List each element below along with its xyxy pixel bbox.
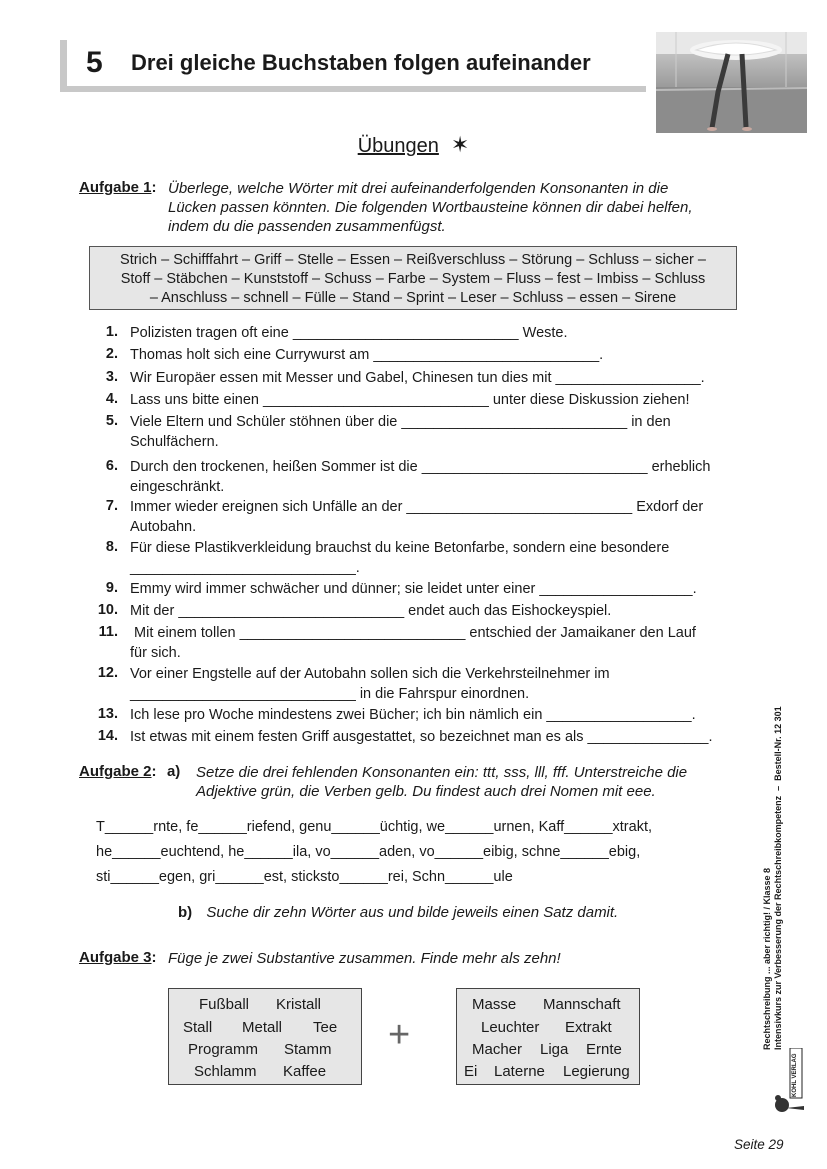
word: Extrakt <box>565 1019 612 1036</box>
sentence-number: 12. <box>97 665 118 681</box>
side-line-1 <box>762 650 773 1050</box>
task2-part-b: b) <box>178 904 193 921</box>
word: Liga <box>540 1041 569 1058</box>
sentence-line: Wir Europäer essen mit Messer und Gabel, Chinesen tun dies mit __________________. <box>130 370 705 386</box>
task2-instructions <box>196 763 756 801</box>
word: Legierung <box>563 1063 630 1080</box>
sentence-line: Polizisten tragen oft eine ____________________________ Weste. <box>130 325 568 341</box>
sentence-number: 14. <box>97 728 118 744</box>
word: Stamm <box>284 1041 332 1058</box>
sentence-number: 1. <box>105 324 118 340</box>
header-accent-left <box>60 40 67 92</box>
side-line-2 <box>773 650 784 1050</box>
sentence-line: Für diese Plastikverkleidung brauchst du keine Betonfarbe, sondern eine besondere <box>130 540 670 556</box>
sentence-line: Schulfächern. <box>130 434 219 450</box>
task2-line: Setze die drei fehlenden Konsonanten ein: ttt, sss, lll, fff. Unterstreiche die <box>196 764 688 781</box>
sentence-line: Autobahn. <box>130 519 197 535</box>
task1-line: Überlege, welche Wörter mit drei aufeinanderfolgenden Konsonanten in die <box>168 180 669 197</box>
exercises-heading <box>0 132 827 158</box>
gap-row: he______euchtend, he______ila, vo______aden, vo______eibig, schne______ebig, <box>96 844 641 860</box>
task2-label: Aufgabe 2 <box>79 763 152 780</box>
sentence-number: 5. <box>105 413 118 429</box>
sentence-line: Mit der ____________________________ endet auch das Eishockeyspiel. <box>130 603 612 619</box>
sentence-line: Viele Eltern und Schüler stöhnen über die ____________________________ in den <box>130 414 671 430</box>
sentence-number: 10. <box>97 602 118 618</box>
word: Macher <box>472 1041 523 1058</box>
page-number: Seite 29 <box>734 1137 784 1152</box>
left-word-box <box>168 988 362 1085</box>
sentence-line: eingeschränkt. <box>130 479 225 495</box>
sentence-line: Immer wieder ereignen sich Unfälle an der ____________________________ Exdorf der <box>130 499 704 515</box>
series-title: Rechtschreibung ... aber richtig! / Klasse 8 <box>762 867 772 1050</box>
task2-part-a: a) <box>166 763 181 780</box>
ballet-photo <box>656 32 807 133</box>
chapter-number: 5 <box>86 46 103 79</box>
sentence-number: 4. <box>105 391 118 407</box>
sentence-number: 2. <box>105 346 118 362</box>
task2-line: Adjektive grün, die Verben gelb. Du findest auch drei Nomen mit eee. <box>196 783 656 800</box>
sentence-number: 6. <box>105 458 118 474</box>
sentence-line: Ist etwas mit einem festen Griff ausgestattet, so bezeichnet man es als _______________. <box>130 729 713 745</box>
side-publication-info <box>762 650 810 1050</box>
publisher-logo <box>774 1048 806 1116</box>
sentence-line: Vor einer Engstelle auf der Autobahn sollen sich die Verkehrsteilnehmer im <box>130 666 610 682</box>
task3-instructions: Füge je zwei Substantive zusammen. Finde mehr als zehn! <box>168 950 561 967</box>
sentence-number: 9. <box>105 580 118 596</box>
word: Mannschaft <box>543 996 621 1013</box>
word: Schlamm <box>194 1063 257 1080</box>
task1-line: Lücken passen könnten. Die folgenden Wortbausteine können dir dabei helfen, <box>168 199 693 216</box>
word: Programm <box>188 1041 259 1058</box>
task2-b-text: Suche dir zehn Wörter aus und bilde jeweils einen Satz damit. <box>206 904 619 921</box>
order-number: Bestell-Nr. 12 301 <box>773 706 783 781</box>
sentence-number: 7. <box>105 498 118 514</box>
task1-instructions <box>168 179 748 236</box>
word-parts-line: Stoff – Stäbchen – Kunststoff – Schuss – Farbe – System – Fluss – fest – Imbiss – Schluss <box>120 271 706 287</box>
task2-b <box>178 904 618 921</box>
task3-label: Aufgabe 3 <box>79 949 152 966</box>
word: Ernte <box>586 1041 622 1058</box>
task1-line: indem du die passenden zusammenfügst. <box>168 218 446 235</box>
gap-row: T______rnte, fe______riefend, genu______üchtig, we______urnen, Kaff______xtrakt, <box>96 819 653 835</box>
task3-heading: Aufgabe 3: <box>79 949 157 966</box>
task1-label: Aufgabe 1 <box>79 179 152 196</box>
word: Fußball <box>199 996 250 1013</box>
word: Kaffee <box>283 1063 327 1080</box>
sentence-line: Mit einem tollen ____________________________ entschied der Jamaikaner den Lauf <box>130 625 696 641</box>
gap-row: sti______egen, gri______est, sticksto______rei, Schn______ule <box>96 869 513 885</box>
task2-heading: Aufgabe 2: a) <box>79 763 181 780</box>
word: Tee <box>313 1019 338 1036</box>
series-subtitle: Intensivkurs zur Verbesserung der Rechtschreibkompetenz <box>773 795 783 1050</box>
word: Metall <box>242 1019 283 1036</box>
header-accent-bottom <box>60 86 646 92</box>
sentence-number: 3. <box>105 369 118 385</box>
chapter-title: Drei gleiche Buchstaben folgen aufeinander <box>131 50 591 75</box>
plus-sign: + <box>388 1014 411 1056</box>
word-parts-box <box>89 246 737 310</box>
sentence-line: Thomas holt sich eine Currywurst am ____________________________. <box>130 347 604 363</box>
sentence-line: Lass uns bitte einen ____________________________ unter diese Diskussion ziehen! <box>130 392 690 408</box>
word: Laterne <box>494 1063 545 1080</box>
word: Kristall <box>276 996 322 1013</box>
sentence-line: ____________________________ in die Fahrspur einordnen. <box>130 686 530 702</box>
right-word-box <box>456 988 640 1085</box>
word-parts-line: Strich – Schifffahrt – Griff – Stelle – Essen – Reißverschluss – Störung – Schluss – sicher – <box>120 252 706 268</box>
word: Leuchter <box>481 1019 540 1036</box>
sentence-line: für sich. <box>130 645 181 661</box>
sentence-number: 8. <box>105 539 118 555</box>
star-icon: ✶ <box>450 132 470 157</box>
word: Masse <box>472 996 517 1013</box>
publisher-name: KOHL VERLAG <box>792 1053 798 1097</box>
sentence-number: 13. <box>97 706 118 722</box>
sentence-line: Ich lese pro Woche mindestens zwei Bücher; ich bin nämlich ein __________________. <box>130 707 696 723</box>
separator: – <box>773 785 783 791</box>
word-parts-line: – Anschluss – schnell – Fülle – Stand – Sprint – Leser – Schluss – essen – Sirene <box>149 290 677 306</box>
sentence-line: Emmy wird immer schwächer und dünner; sie leidet unter einer ___________________. <box>130 581 697 597</box>
word: Stall <box>183 1019 213 1036</box>
sentence-line: Durch den trockenen, heißen Sommer ist die ____________________________ erheblich <box>130 459 711 475</box>
word: Ei <box>464 1063 478 1080</box>
sentence-line: ____________________________. <box>130 560 360 576</box>
sentence-number: 11. <box>98 624 118 640</box>
subtitle-text: Übungen <box>357 135 439 157</box>
task1-heading: Aufgabe 1: <box>79 179 157 196</box>
